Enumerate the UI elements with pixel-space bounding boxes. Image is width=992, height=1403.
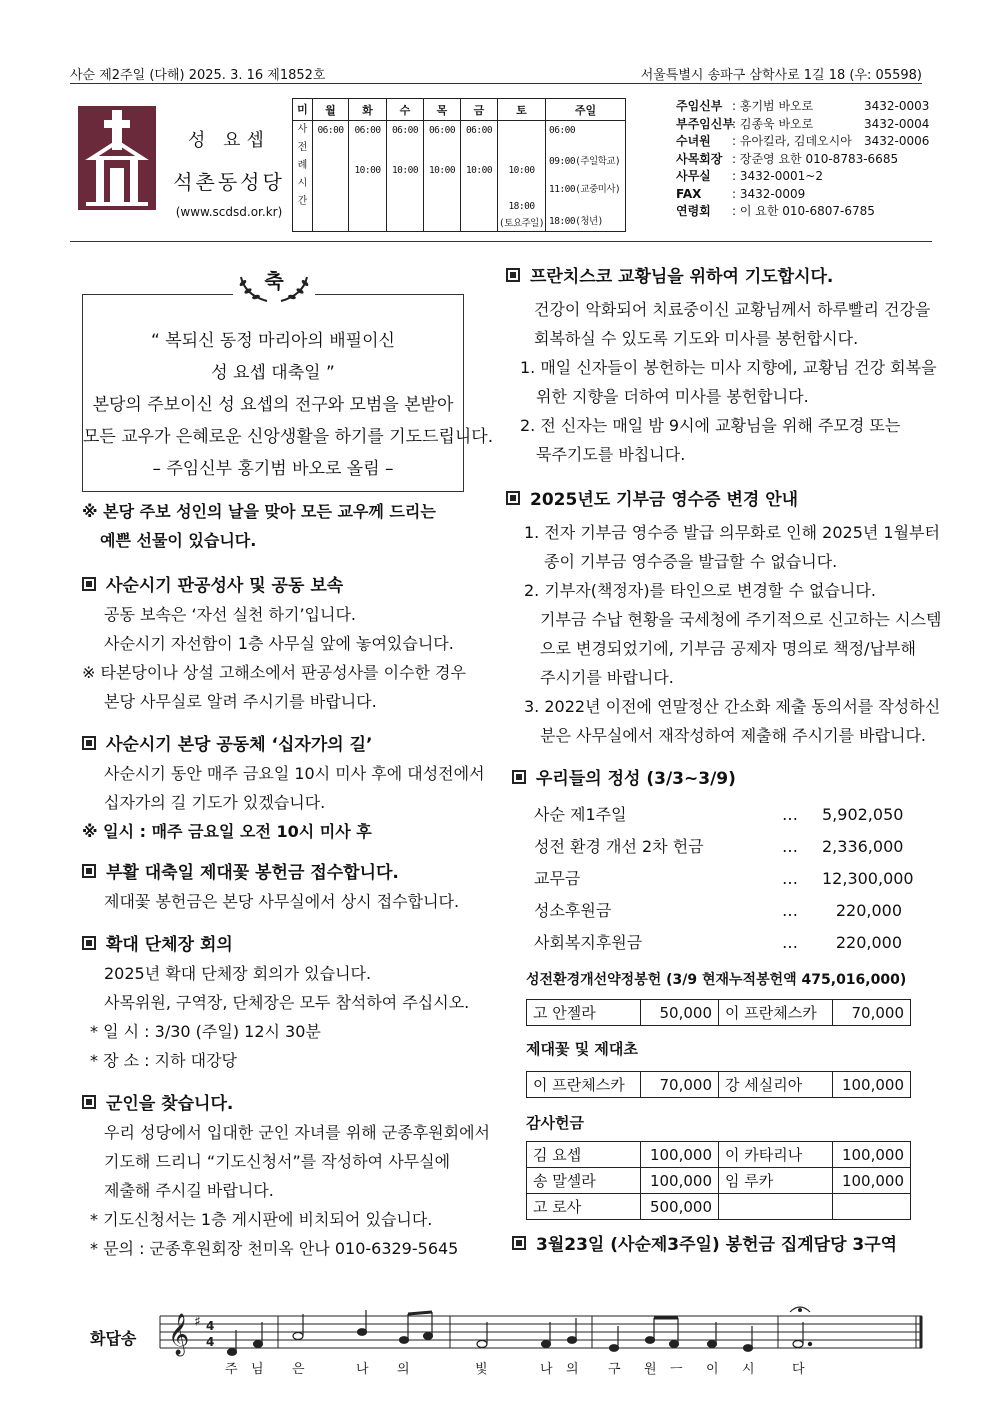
- list-item: 성전 환경 개선 2차 헌금 … 2,336,000: [534, 837, 904, 856]
- section-title: 사순시기 판공성사 및 공동 보속: [106, 576, 344, 596]
- issue-info: 사순 제2주일 (다해) 2025. 3. 16 제1852호: [70, 68, 326, 83]
- section-soldiers: 군인을 찾습니다. 우리 성당에서 입대한 군인 자녀를 위해 군종후원회에서 기도해 드리니 “기도신청서”를 작성하여 사무실에 제출해 주시길 바랍니다. * 기도신청서는 1층 게시판에 비치되어 있습니다. * 문의 : 군종후원회장 천미옥 안나 010-6329-5645: [82, 1089, 482, 1263]
- section-title: 부활 대축일 제대꽃 봉헌금 접수합니다.: [106, 863, 399, 883]
- svg-text:𝄞: 𝄞: [168, 1314, 190, 1355]
- section-offerings: [506, 764, 926, 959]
- staff-row: 부주임신부 : 김종욱 바오로 3432-0004: [676, 116, 930, 131]
- section-confession: 사순시기 판공성사 및 공동 보속 공동 보속은 ‘자선 실천 하기’입니다. 사순시기 자선함이 1층 사무실 앞에 놓여있습니다. ※ 타본당이나 상설 고해소에서 판공성사를 이수한 경우 본당 사무실로 알려 주시기를 바랍니다.: [82, 571, 482, 716]
- staff-row: 연령회 : 이 요한 010-6807-6785: [676, 204, 875, 218]
- mass-schedule: [292, 98, 626, 232]
- church-name: 성 요셉: [188, 130, 270, 151]
- table-row: 이 프란체스카 70,000 강 세실리아 100,000: [527, 1072, 911, 1098]
- celebration-title: 축: [233, 261, 315, 301]
- day-sun: 주일: [546, 99, 626, 121]
- day-wed: 수: [387, 99, 424, 121]
- square-bullet-icon: [512, 1236, 526, 1250]
- schedule-side-label: 사 전 례 시 간: [293, 121, 313, 232]
- section-title: 3월23일 (사순제3주일) 봉헌금 집계담당 3구역: [536, 1235, 898, 1255]
- section-pope: 프란치스코 교황님을 위하여 기도합시다. 건강이 악화되어 치료중이신 교황님께서 하루빨리 건강을 회복하실 수 있도록 기도와 미사를 봉헌합시다. 1. 매일 신자들이 봉헌하는 미사 지향에, 교황님 건강 회복을 위한 지향을 더하여 미사를 봉헌합니다. 2. 전 신자는 매일 밤 9시에 교황님을 위해 주모경 또는 묵주기도를 바칩니다.: [506, 262, 926, 469]
- list-item: 성소후원금 … 220,000: [534, 901, 902, 920]
- tue-times: 06:00 10:00: [349, 121, 387, 232]
- list-item: 사회복지후원금 … 220,000: [534, 933, 902, 952]
- schedule-side-0: 미: [293, 99, 313, 121]
- table-row: 송 말셀라 100,000 임 루카 100,000: [527, 1168, 911, 1194]
- day-sat: 토: [498, 99, 546, 121]
- altar-table: [526, 1071, 911, 1098]
- square-bullet-icon: [506, 268, 520, 282]
- section-collection: [506, 1230, 926, 1255]
- section-title: 군인을 찾습니다.: [106, 1094, 234, 1114]
- celebration-text: “ 복되신 동정 마리아의 배필이신 성 요셉 대축일 ” 본당의 주보이신 성 요셉의 전구와 모범을 본받아 모든 교우가 은혜로운 신앙생활을 하기를 기도드립니다. – 주임신부 홍기범 바오로 올림 –: [83, 331, 494, 479]
- psalm-score: 𝄞 ♯ 4 4 화답송 주 님 은 나 의 빛 나 의 구 원 ㅡ 이 시 다: [70, 1300, 932, 1380]
- section-flowers: 부활 대축일 제대꽃 봉헌금 접수합니다. 제대꽃 봉헌금은 본당 사무실에서 상시 접수합니다.: [82, 858, 482, 916]
- square-bullet-icon: [512, 770, 526, 784]
- thanks-title: 감사헌금: [526, 1114, 584, 1132]
- day-mon: 월: [313, 99, 349, 121]
- staff-row: FAX : 3432-0009: [676, 186, 806, 201]
- fri-times: 06:00 10:00: [461, 121, 498, 232]
- mon-times: 06:00: [313, 121, 349, 232]
- wed-times: 06:00 10:00: [387, 121, 424, 232]
- staff-row: 수녀원 : 유아킬라, 김데오시아 3432-0006: [676, 134, 930, 148]
- square-bullet-icon: [82, 1095, 96, 1109]
- table-row: 고 로사 500,000: [527, 1194, 911, 1220]
- church-address: 서울특별시 송파구 삼학사로 1길 18 (우: 05598): [640, 68, 922, 83]
- church-url: (www.scdsd.or.kr): [175, 205, 283, 219]
- section-title: 사순시기 본당 공동체 ‘십자가의 길’: [106, 735, 373, 755]
- thu-times: 06:00 10:00: [424, 121, 461, 232]
- masthead-line: [70, 64, 922, 84]
- square-bullet-icon: [82, 936, 96, 950]
- svg-text:4: 4: [206, 1335, 215, 1349]
- celebration-box: [82, 269, 494, 492]
- church-building-icon: [78, 106, 156, 210]
- square-bullet-icon: [82, 864, 96, 878]
- header: [70, 92, 932, 242]
- table-row: 고 안젤라 50,000 이 프란체스카 70,000: [527, 1000, 911, 1026]
- staff-directory: [676, 98, 934, 221]
- day-thu: 목: [424, 99, 461, 121]
- right-column: [506, 262, 942, 1255]
- section-meeting: 확대 단체장 회의 2025년 확대 단체장 회의가 있습니다. 사목위원, 구역장, 단체장은 모두 참석하여 주십시오. * 일 시 : 3/30 (주일) 12시 30분 * 장 소 : 지하 대강당: [82, 930, 482, 1075]
- thanks-table: [526, 1141, 911, 1220]
- offerings-list: [512, 799, 926, 959]
- section-title: 우리들의 정성 (3/3~3/9): [536, 769, 736, 789]
- section-title: 프란치스코 교황님을 위하여 기도합시다.: [530, 267, 834, 287]
- square-bullet-icon: [82, 736, 96, 750]
- church-logo: [78, 106, 156, 210]
- square-bullet-icon: [506, 491, 520, 505]
- staff-row: 사목회장 : 장준영 요한 010-8783-6685: [676, 151, 899, 166]
- sat-times: 10:00 18:00 (토요주일): [498, 121, 546, 232]
- day-fri: 금: [461, 99, 498, 121]
- section-receipt: 2025년도 기부금 영수증 변경 안내 1. 전자 기부금 영수증 발급 의무화로 인해 2025년 1월부터 종이 기부금 영수증을 발급할 수 없습니다. 2. 기부자(책정자)를 타인으로 변경할 수 없습니다. 기부금 수납 현황을 국세청에 주기적으로 신고하는 시스템 으로 변경되었기에, 기부금 공제자 명의로 책정/납부해 주시기를 바랍니다. 3. 2022년 이전에 연말정산 간소화 제출 동의서를 작성하신 분은 사무실에서 재작성하여 제출해 주시기를 바랍니다.: [506, 485, 926, 750]
- section-pledge: [506, 969, 926, 1220]
- section-title: 2025년도 기부금 영수증 변경 안내: [530, 490, 799, 510]
- section-stations: 사순시기 본당 공동체 ‘십자가의 길’ 사순시기 동안 매주 금요일 10시 미사 후에 대성전에서 십자가의 길 기도가 있겠습니다. ※ 일시 : 매주 금요일 오전 10시 미사 후: [82, 730, 482, 846]
- psalm-label: 화답송: [90, 1329, 137, 1348]
- staff-row: 사무실 : 3432-0001~2: [676, 169, 823, 183]
- church-name-2: 석촌동성당: [173, 170, 285, 194]
- section-title: 확대 단체장 회의: [106, 935, 233, 955]
- day-tue: 화: [349, 99, 387, 121]
- list-item: 교무금 … 12,300,000: [534, 869, 914, 888]
- gift-note: ※ 본당 주보 성인의 날을 맞아 모든 교우께 드리는: [82, 502, 436, 521]
- pledge-table: [526, 999, 911, 1026]
- table-row: 김 요셉 100,000 이 카타리나 100,000: [527, 1142, 911, 1168]
- staff-row: 주임신부 : 홍기범 바오로 3432-0003: [676, 99, 930, 113]
- list-item: 사순 제1주일 … 5,902,050: [534, 805, 904, 824]
- sun-times: 06:00 09:00(주일학교) 11:00(교중미사) 18:00(청년): [546, 121, 626, 232]
- svg-text:♯: ♯: [194, 1314, 201, 1330]
- altar-title: 제대꽃 및 제대초: [526, 1040, 638, 1058]
- svg-text:4: 4: [206, 1319, 215, 1333]
- square-bullet-icon: [82, 577, 96, 591]
- church-name-block: [168, 126, 290, 219]
- left-column: ※ 본당 주보 성인의 날을 맞아 모든 교우께 드리는 예쁜 선물이 있습니다. 사순시기 판공성사 및 공동 보속 공동 보속은 ‘자선 실천 하기’입니다. 사순시기 자선함이 1층 사무실 앞에 놓여있습니다. ※ 타본당이나 상설 고해소에서 판공성사를 이수한 경우 본당 사무실로 알려 주시기를 바랍니다. 사순시기 본당 공동체 ‘십자가의 길’ 사순시기 동안 매주 금요일 10시 미사 후에 대성전에서 십자가의 길 기도가 있겠습니다. ※ 일시 : 매주 금요일 오전 10시 미사 후 부활 대축일 제대꽃 봉헌금 접수합니다. 제대꽃 봉헌금은 본당 사무실에서 상시 접수합니다. 확대 단체장 회의 2025년 확대 단체장 회의가 있습니다. 사목위원, 구역장, 단체장은 모두 참석하여 주십시오. * 일 시 : 3/30 (주일) 12시 30분 * 장 소 : 지하 대강당 군인을 찾습니다. 우리 성당에서 입대한 군인 자녀를 위해 군종후원회에서 기도해 드리니 “기도신청서”를 작성하여 사무실에 제출해 주시길 바랍니다. * 기도신청서는 1층 게시판에 비치되어 있습니다. * 문의 : 군종후원회장 천미옥 안나 010-6329-5645: [82, 497, 482, 1263]
- pledge-title: 성전환경개선약정봉헌 (3/9 현재누적봉헌액 475,016,000): [526, 972, 907, 988]
